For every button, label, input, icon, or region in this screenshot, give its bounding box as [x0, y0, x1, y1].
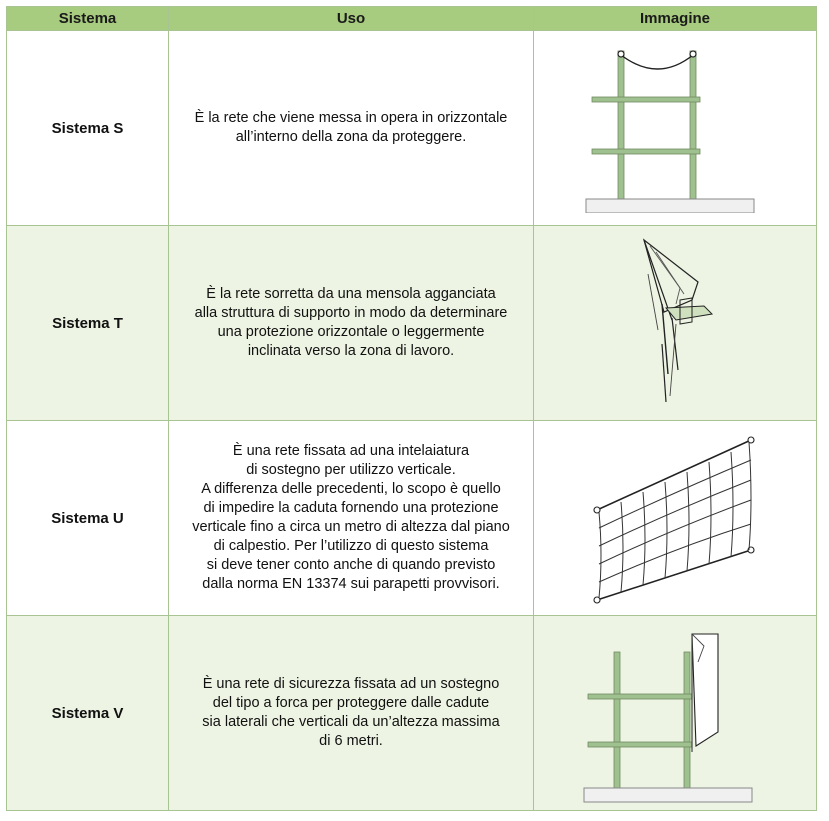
usage-line: È una rete di sicurezza fissata ad un sostegno	[202, 676, 500, 692]
system-usage	[169, 226, 534, 421]
usage-line: di sostegno per utilizzo verticale.	[246, 462, 456, 478]
table-row	[7, 616, 817, 811]
usage-line: È la rete sorretta da una mensola agganciata	[206, 286, 496, 302]
systems-table	[6, 6, 817, 811]
usage-line: alla struttura di supporto in modo da determinare	[194, 305, 508, 321]
usage-line: si deve tener conto anche di quando previsto	[206, 557, 496, 573]
system-usage	[169, 421, 534, 616]
system-name: Sistema V	[7, 616, 169, 811]
header-immagine: Immagine	[534, 7, 817, 31]
system-usage	[169, 616, 534, 811]
table-row	[7, 226, 817, 421]
system-image	[534, 421, 817, 616]
usage-line: A differenza delle precedenti, lo scopo è quello	[201, 481, 501, 497]
usage-line: del tipo a forca per proteggere dalle cadute	[212, 695, 490, 711]
system-name: Sistema S	[7, 31, 169, 226]
usage-line: inclinata verso la zona di lavoro.	[247, 343, 455, 359]
system-image	[534, 616, 817, 811]
vertical-net-icon	[575, 428, 775, 608]
horizontal-net-frame-icon	[580, 43, 770, 213]
system-usage	[169, 31, 534, 226]
usage-line: È la rete che viene messa in opera in orizzontale	[194, 110, 508, 126]
usage-line: una protezione orizzontale o leggermente	[217, 324, 485, 340]
table-row	[7, 421, 817, 616]
system-name: Sistema U	[7, 421, 169, 616]
system-image	[534, 31, 817, 226]
usage-line: all’interno della zona da proteggere.	[235, 129, 467, 145]
usage-line: sia laterali che verticali da un’altezza massima	[202, 714, 500, 730]
system-name: Sistema T	[7, 226, 169, 421]
header-uso: Uso	[169, 7, 534, 31]
header-row	[7, 7, 817, 31]
bracket-net-icon	[580, 234, 770, 412]
usage-line: di 6 metri.	[319, 733, 383, 749]
usage-line: verticale fino a circa un metro di altezza dal piano	[192, 519, 510, 535]
header-sistema: Sistema	[7, 7, 169, 31]
usage-line: di calpestio. Per l’utilizzo di questo sistema	[213, 538, 489, 554]
system-image	[534, 226, 817, 421]
usage-line: È una rete fissata ad una intelaiatura	[232, 443, 470, 459]
table-row	[7, 31, 817, 226]
gallows-net-icon	[580, 622, 770, 804]
usage-line: di impedire la caduta fornendo una protezione	[203, 500, 499, 516]
usage-line: dalla norma EN 13374 sui parapetti provvisori.	[202, 576, 500, 592]
